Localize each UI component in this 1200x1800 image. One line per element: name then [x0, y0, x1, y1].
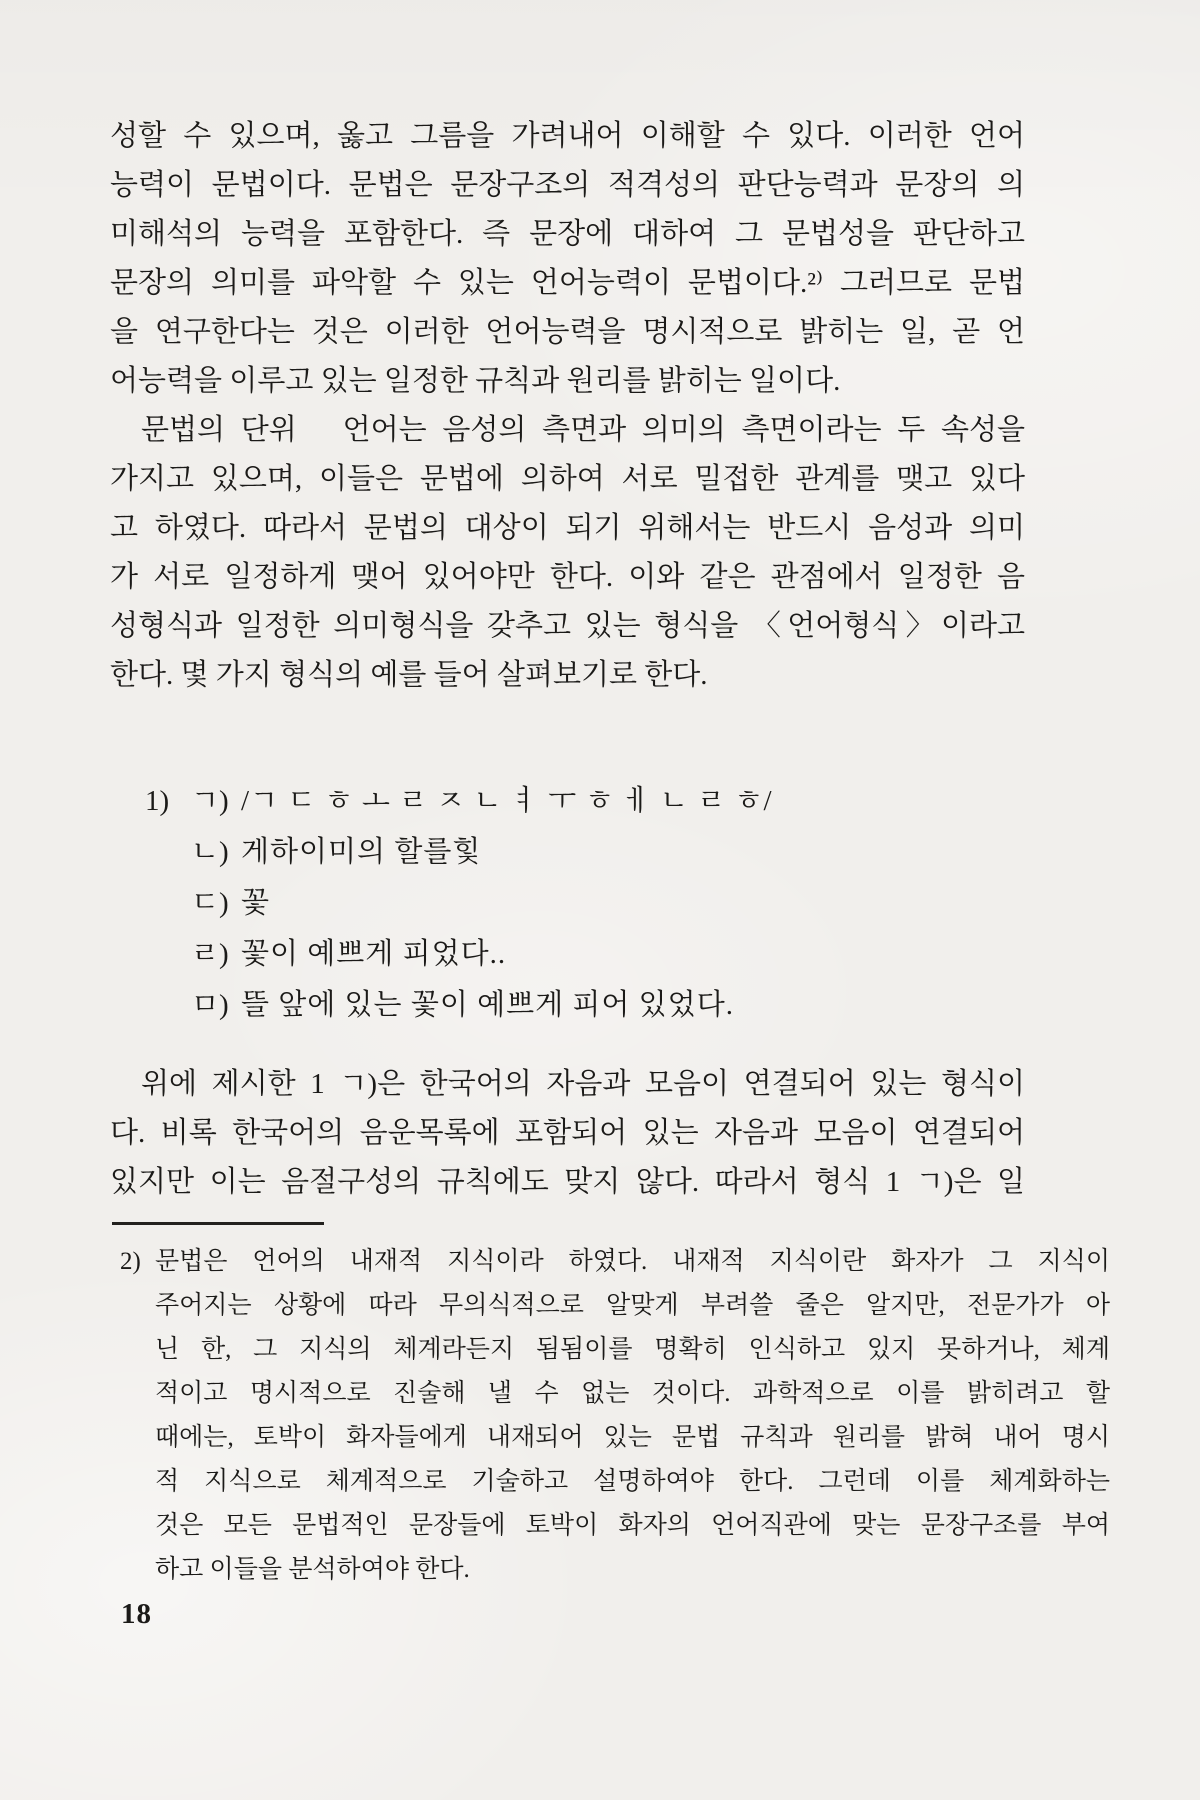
text-line: 한다. 몇 가지 형식의 예를 들어 살펴보기로 한다. [110, 659, 708, 691]
body-text [110, 112, 1025, 700]
example-text: /ㄱ ㄷ ㅎ ㅗ ㄹ ㅈ ㄴ ㅕ ㅜ ㅎ ㅔ ㄴ ㄹ ㅎ/ [241, 785, 773, 817]
text-line: 문법은 언어의 내재적 지식이라 하였다. 내재적 지식이란 화자가 그 지식이 [155, 1248, 1110, 1275]
example-outer-marker: 1) [145, 785, 170, 817]
text-line: 가 서로 일정하게 맺어 있어야만 한다. 이와 같은 관점에서 일정한 음 [110, 561, 1025, 593]
text-line: 다. 비록 한국어의 음운목록에 포함되어 있는 자음과 모음이 연결되어 [110, 1117, 1025, 1149]
example-text: 꽃 [241, 887, 271, 919]
example-marker: ㅁ) [191, 989, 229, 1021]
example-marker: ㄱ) [191, 785, 229, 817]
example-text: 뜰 앞에 있는 꽃이 예쁘게 피어 있었다. [241, 989, 734, 1021]
footnote-lines [155, 1240, 1110, 1592]
text-line: 을 연구한다는 것은 이러한 언어능력을 명시적으로 밝히는 일, 곧 언 [110, 316, 1025, 348]
text-line: 적 지식으로 체계적으로 기술하고 설명하여야 한다. 그런데 이를 체계화하는 [155, 1468, 1110, 1495]
text-line: 미해석의 능력을 포함한다. 즉 문장에 대하여 그 문법성을 판단하고 [110, 218, 1025, 250]
example-text: 꽃이 예쁘게 피었다.. [241, 938, 507, 970]
text-line: 문법의 단위 언어는 음성의 측면과 의미의 측면이라는 두 속성을 [141, 414, 1025, 446]
example-marker: ㄴ) [191, 836, 229, 868]
paragraph-1 [110, 112, 1025, 406]
example-row [145, 929, 1005, 980]
text-line: 어능력을 이루고 있는 일정한 규칙과 원리를 밝히는 일이다. [110, 365, 841, 397]
text-line: 성할 수 있으며, 옳고 그름을 가려내어 이해할 수 있다. 이러한 언어 [110, 120, 1025, 152]
example-marker: ㄷ) [191, 887, 229, 919]
example-row [145, 776, 1005, 827]
example-list [145, 776, 1005, 1031]
example-text: 게하이미의 할를힟 [241, 836, 482, 868]
text-line: 때에는, 토박이 화자들에게 내재되어 있는 문법 규칙과 원리를 밝혀 내어 명시 [155, 1424, 1110, 1451]
text-line: 주어지는 상황에 따라 무의식적으로 알맞게 부려쓸 줄은 알지만, 전문가가 아 [155, 1292, 1110, 1319]
footnote-marker: 2) [120, 1248, 141, 1275]
paragraph-3 [110, 1060, 1025, 1207]
text-line: 문장의 의미를 파악할 수 있는 언어능력이 문법이다.²⁾ 그러므로 문법 [110, 267, 1025, 299]
text-line: 있지만 이는 음절구성의 규칙에도 맞지 않다. 따라서 형식 1 ㄱ)은 일 [110, 1166, 1025, 1198]
text-line: 능력이 문법이다. 문법은 문장구조의 적격성의 판단능력과 문장의 의 [110, 169, 1025, 201]
footnote [120, 1240, 1110, 1592]
text-line: 적이고 명시적으로 진술해 낼 수 없는 것이다. 과학적으로 이를 밝히려고 할 [155, 1380, 1110, 1407]
text-line: 가지고 있으며, 이들은 문법에 의하여 서로 밀접한 관계를 맺고 있다 [110, 463, 1025, 495]
example-marker: ㄹ) [191, 938, 229, 970]
example-row [145, 827, 1005, 878]
text-line: 성형식과 일정한 의미형식을 갖추고 있는 형식을 〈언어형식〉이라고 [110, 610, 1025, 642]
text-line: 위에 제시한 1 ㄱ)은 한국어의 자음과 모음이 연결되어 있는 형식이 [141, 1068, 1025, 1100]
text-line: 하고 이들을 분석하여야 한다. [155, 1556, 470, 1583]
paragraph-2 [110, 406, 1025, 700]
example-row [145, 980, 1005, 1031]
text-line: 고 하였다. 따라서 문법의 대상이 되기 위해서는 반드시 음성과 의미 [110, 512, 1025, 544]
example-row [145, 878, 1005, 929]
text-line: 닌 한, 그 지식의 체계라든지 됨됨이를 명확히 인식하고 있지 못하거나, 체계 [155, 1336, 1110, 1363]
page-number: 18 [121, 1598, 152, 1630]
text-line: 것은 모든 문법적인 문장들에 토박이 화자의 언어직관에 맞는 문장구조를 부여 [155, 1512, 1110, 1539]
footnote-divider [112, 1222, 324, 1225]
